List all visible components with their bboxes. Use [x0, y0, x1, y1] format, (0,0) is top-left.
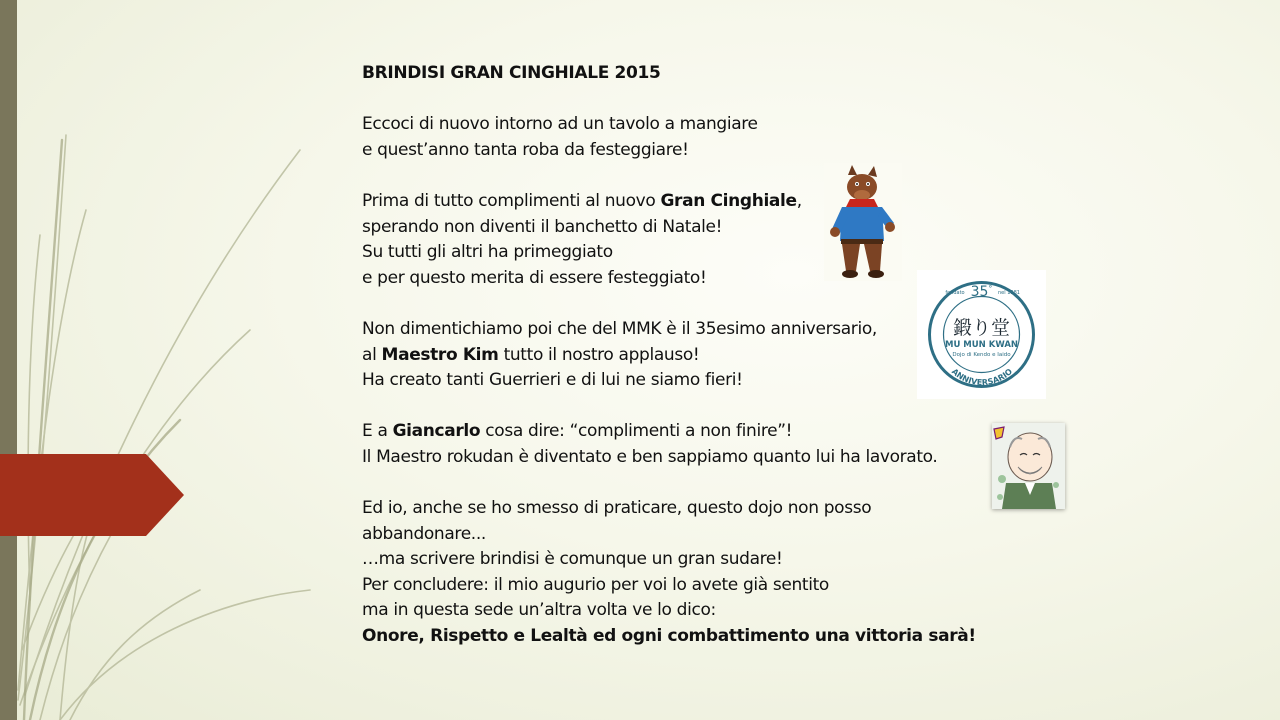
arrow-shape — [0, 454, 184, 536]
poem-line: Ed io, anche se ho smesso di praticare, questo dojo non posso — [362, 498, 872, 519]
logo-fondato: fondato — [945, 290, 965, 296]
logo-kanji: 鍛り堂 — [952, 317, 1011, 339]
poem-line: Il Maestro rokudan è diventato e ben sappiamo quanto lui ha lavorato. — [362, 446, 938, 467]
poem-line: Ha creato tanti Guerrieri e di lui ne siamo fieri! — [362, 370, 743, 391]
poem-line: e per questo merita di essere festeggiato! — [362, 267, 707, 288]
boar-mascot-image — [824, 163, 902, 281]
poem-line: sperando non diventi il banchetto di Natale! — [362, 216, 723, 237]
poem-line: E a Giancarlo cosa dire: “complimenti a non finire”! — [362, 421, 793, 442]
poem-line: abbandonare... — [362, 523, 486, 544]
logo-arc: ANNIVERSARIO — [949, 366, 1015, 388]
logo-year: nel 1981 — [998, 290, 1020, 296]
poem-line: Non dimentichiamo poi che del MMK è il 35esimo anniversario, — [362, 318, 877, 339]
poem-line: e quest’anno tanta roba da festeggiare! — [362, 139, 689, 160]
anniversary-logo — [917, 270, 1046, 399]
poem-line: Eccoci di nuovo intorno ad un tavolo a mangiare — [362, 114, 758, 135]
poem-line: al Maestro Kim tutto il nostro applauso! — [362, 344, 700, 365]
poem-title: BRINDISI GRAN CINGHIALE 2015 — [362, 63, 661, 83]
poem-closing-line: Onore, Rispetto e Lealtà ed ogni combattimento una vittoria sarà! — [362, 626, 976, 647]
poem-line: Su tutti gli altri ha primeggiato — [362, 242, 613, 263]
poem-line: …ma scrivere brindisi è comunque un gran sudare! — [362, 549, 783, 570]
logo-number: 35° — [970, 284, 993, 300]
poem-line: Per concludere: il mio augurio per voi lo avete già sentito — [362, 574, 829, 595]
logo-sub: Dojo di Kendo e Iaido — [952, 352, 1011, 358]
poem-line: ma in questa sede un’altra volta ve lo dico: — [362, 600, 716, 621]
old-master-sticker — [992, 423, 1065, 509]
poem-line: Prima di tutto complimenti al nuovo Gran Cinghiale, — [362, 190, 802, 211]
logo-name: MU MUN KWAN — [944, 340, 1019, 350]
poem-text — [362, 61, 1002, 650]
grass-decoration — [0, 0, 320, 720]
